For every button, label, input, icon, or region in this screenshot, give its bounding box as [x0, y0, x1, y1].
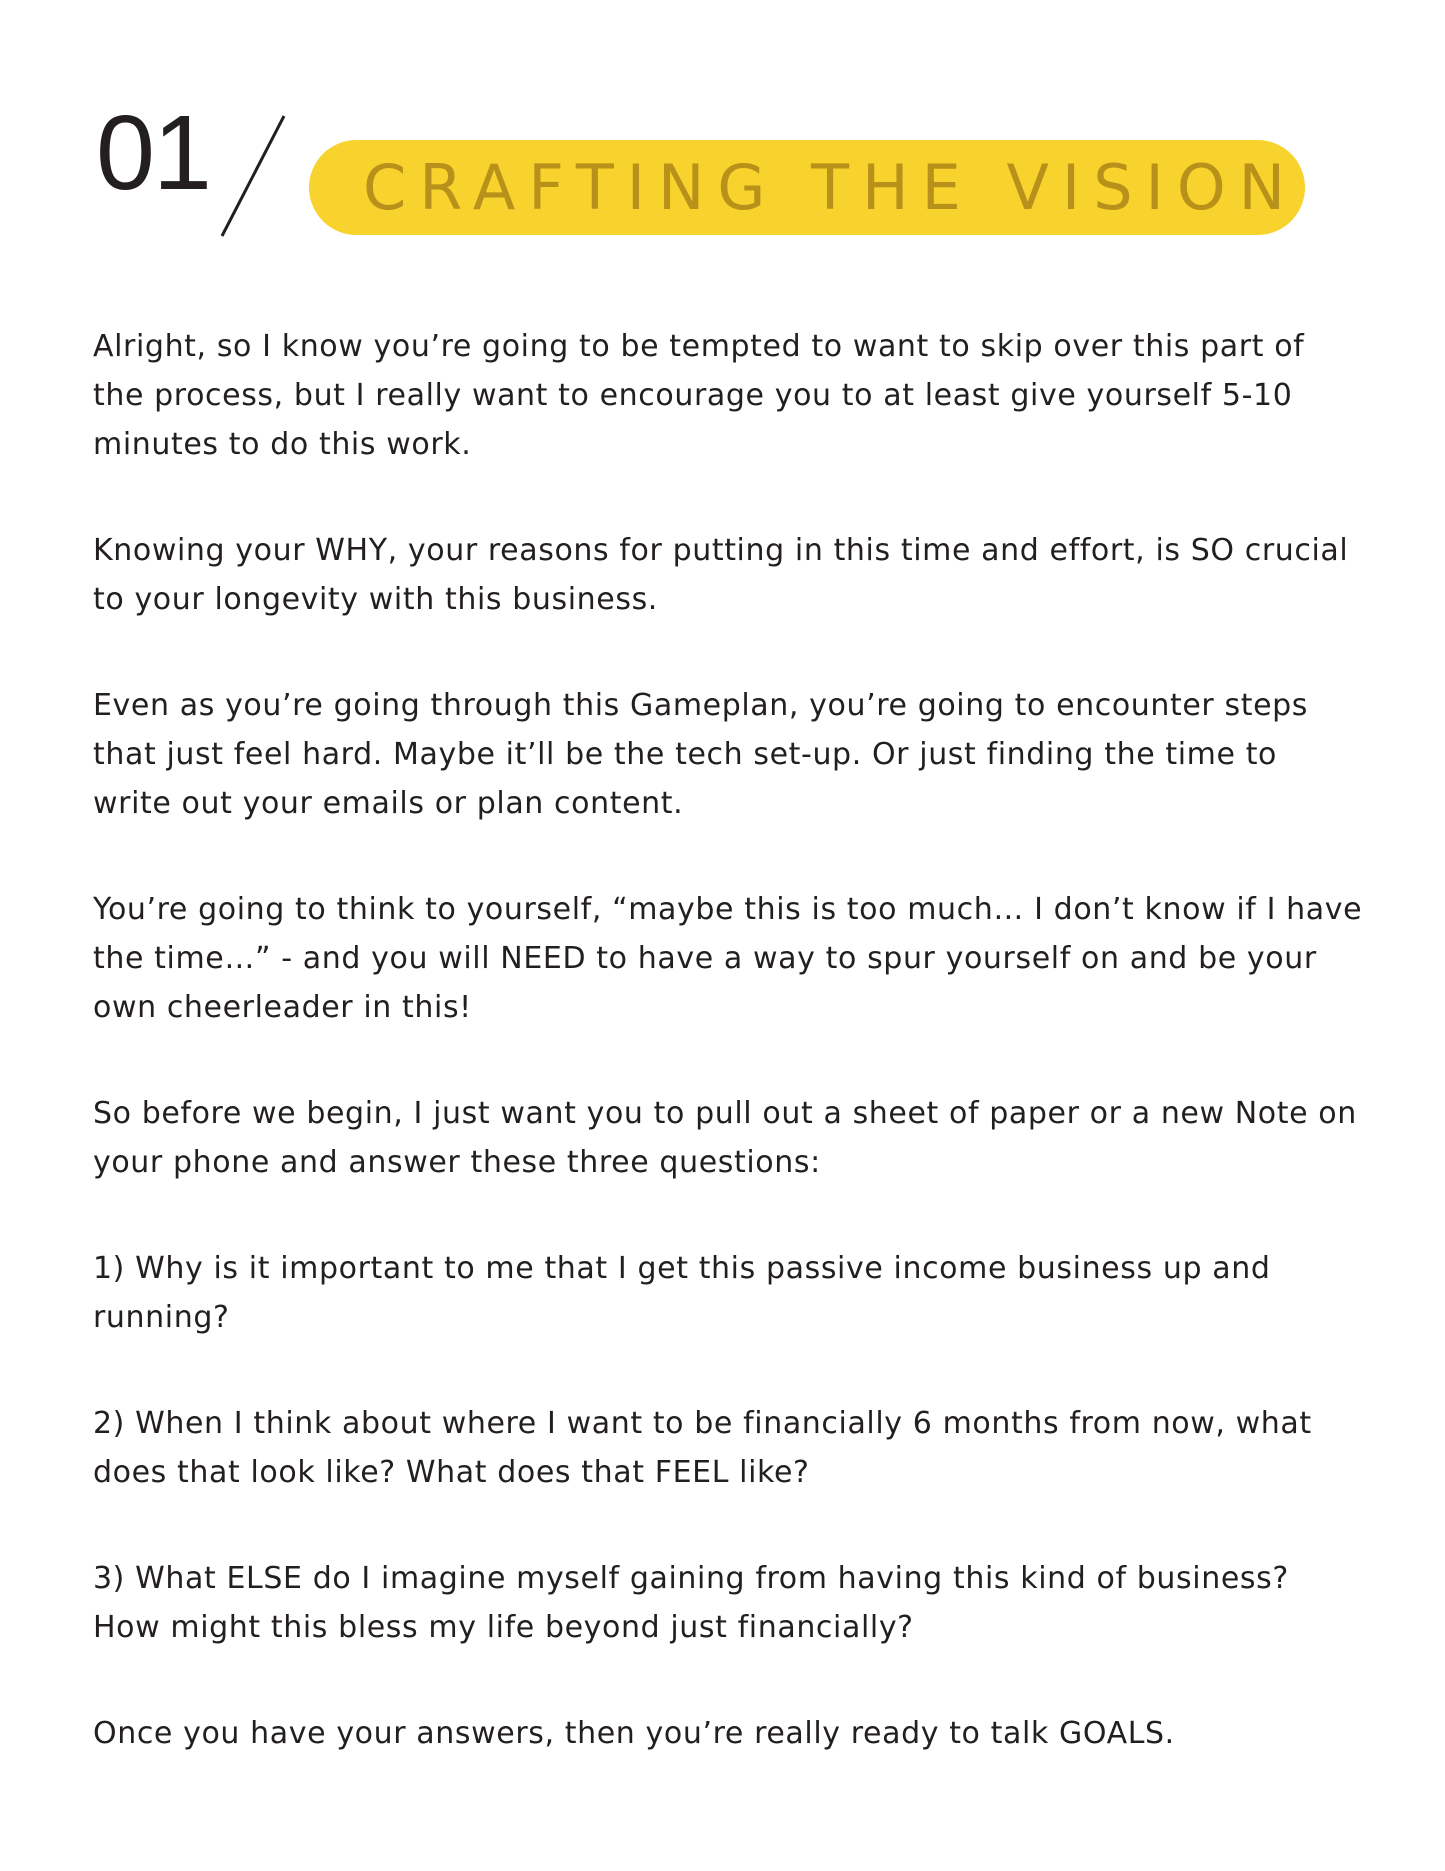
question-2: 2) When I think about where I want to be financially 6 months from now, what does that look like? What does that FEEL like? [93, 1406, 1312, 1490]
title-banner [309, 140, 1305, 235]
chapter-number: 01 [96, 94, 210, 212]
slash-divider [216, 112, 290, 240]
obstacles-paragraph: Even as you’re going through this Gameplan, you’re going to encounter steps that just feel hard. Maybe it’ll be the tech set-up. Or just finding the time to write out your emails or plan content. [93, 688, 1309, 821]
question-1: 1) Why is it important to me that I get this passive income business up and running? [93, 1251, 1271, 1335]
section-title: CRAFTING THE VISION [363, 150, 1299, 224]
body-text [93, 322, 1363, 1815]
self-talk-paragraph: You’re going to think to yourself, “maybe this is too much… I don’t know if I have the time…” - and you will NEED to have a way to spur yourself on and be your own cheerleader in this! [93, 892, 1363, 1025]
intro-paragraph: Alright, so I know you’re going to be tempted to want to skip over this part of the process, but I really want to encourage you to at least give yourself 5-10 minutes to do this work. [93, 329, 1305, 462]
question-3: 3) What ELSE do I imagine myself gaining from having this kind of business? How might this bless my life beyond just financially? [93, 1561, 1289, 1645]
section-header [0, 0, 1445, 260]
closing-paragraph: Once you have your answers, then you’re really ready to talk GOALS. [93, 1716, 1175, 1751]
why-paragraph: Knowing your WHY, your reasons for putting in this time and effort, is SO crucial to your longevity with this business. [93, 533, 1349, 617]
instructions-paragraph: So before we begin, I just want you to pull out a sheet of paper or a new Note on your phone and answer these three questions: [93, 1096, 1357, 1180]
